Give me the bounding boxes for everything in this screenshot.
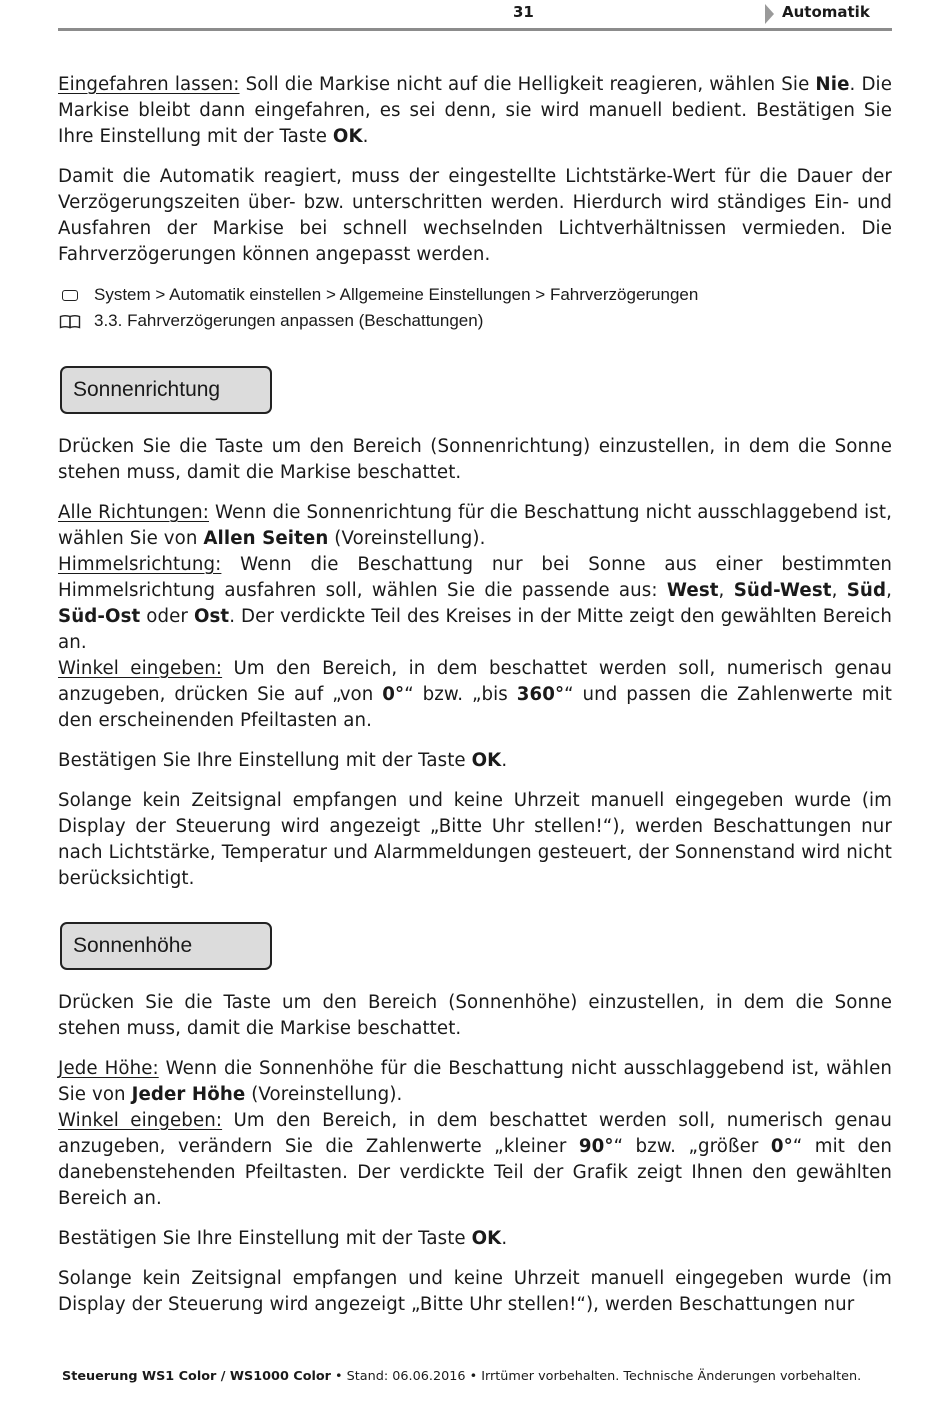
page-number: 31 [513,3,534,21]
page-content [58,72,892,1318]
sonnenrichtung-intro: Drücken Sie die Taste um den Bereich (Sonnenrichtung) einzustellen, in dem die Sonne stehen muss, damit die Markise beschattet. [58,436,892,483]
term-label: Alle Richtungen: [58,502,209,523]
term-label: Himmelsrichtung: [58,554,222,575]
menu-icon [58,288,82,302]
term-label: Jede Höhe: [58,1058,159,1079]
option-winkel-eingeben-hoehe: Winkel eingeben: Um den Bereich, in dem beschattet werden soll, numerisch genau anzugeben, verändern Sie die Zahlenwerte „kleiner 90°“ bzw. „größer 0°“ mit den danebenstehenden Pfeiltasten. Der verdickte Teil der Grafik zeigt Ihnen den gewählten Bereich an. [58,1110,893,1209]
term-label: Winkel eingeben: [58,658,223,679]
term-label: Eingefahren lassen: [58,74,240,95]
sonnenrichtung-button[interactable]: Sonnenrichtung [60,366,272,414]
menu-path-text: System > Automatik einstellen > Allgemeine Einstellungen > Fahrverzögerungen [94,285,699,304]
zeitsignal-note: Solange kein Zeitsignal empfangen und keine Uhrzeit manuell eingegeben wurde (im Display der Steuerung wird angezeigt „Bitte Uhr stellen!“), werden Beschattungen nur nach Lichtstärke, Temperatur und Alarmmeldungen gesteuert, der Sonnenstand wird nicht berücksichtigt. [58,790,892,889]
footer-product: Steuerung WS1 Color / WS1000 Color [62,1369,331,1384]
paragraph-automatik: Damit die Automatik reagiert, muss der eingestellte Lichtstärke-Wert für die Dauer der Verzögerungszeiten über- bzw. unterschritten werden. Hierdurch wird ständiges Ein- und Ausfahren der Markise bei schnell wechselnden Lichtverhältnissen vermieden. Die Fahrverzögerungen können angepasst werden. [58,166,892,265]
section-title: Automatik [782,3,870,21]
sonnenhoehe-intro: Drücken Sie die Taste um den Bereich (Sonnenhöhe) einzustellen, in dem die Sonne stehen muss, damit die Markise beschattet. [58,992,892,1039]
option-jede-hoehe: Jede Höhe: Wenn die Sonnenhöhe für die Beschattung nicht ausschlaggebend ist, wählen Sie von Jeder Höhe (Voreinstellung). [58,1058,892,1105]
zeitsignal-note-continued: Solange kein Zeitsignal empfangen und keine Uhrzeit manuell eingegeben wurde (im Display der Steuerung wird angezeigt „Bitte Uhr stellen!“), werden Beschattungen nur [58,1268,892,1315]
menu-path-line [58,282,892,308]
section-arrow-icon [765,4,774,24]
paragraph-eingefahren: Eingefahren lassen: Soll die Markise nicht auf die Helligkeit reagieren, wählen Sie Nie. Die Markise bleibt dann eingefahren, es sei denn, sie wird manuell bedient. Bestätigen Sie Ihre Einstellung mit der Taste OK. [58,74,892,147]
page-footer [62,1369,892,1384]
option-alle-richtungen: Alle Richtungen: Wenn die Sonnenrichtung für die Beschattung nicht ausschlaggebend ist, wählen Sie von Allen Seiten (Voreinstellung). [58,502,892,549]
footer-disclaimer: • Stand: 06.06.2016 • Irrtümer vorbehalten. Technische Änderungen vorbehalten. [330,1369,862,1384]
book-reference-line [58,308,892,334]
term-label: Winkel eingeben: [58,1110,223,1131]
confirm-paragraph: Bestätigen Sie Ihre Einstellung mit der Taste OK. [58,1228,508,1249]
book-icon [58,314,82,328]
book-reference-text: 3.3. Fahrverzögerungen anpassen (Beschattungen) [94,311,484,330]
sonnenhoehe-button[interactable]: Sonnenhöhe [60,922,272,970]
page-header [58,0,892,31]
confirm-paragraph: Bestätigen Sie Ihre Einstellung mit der Taste OK. [58,750,508,771]
option-winkel-eingeben: Winkel eingeben: Um den Bereich, in dem beschattet werden soll, numerisch genau anzugeben, drücken Sie auf „von 0°“ bzw. „bis 360°“ und passen die Zahlenwerte mit den erscheinenden Pfeiltasten an. [58,658,892,731]
option-himmelsrichtung: Himmelsrichtung: Wenn die Beschattung nur bei Sonne aus einer bestimmten Himmelsrichtung ausfahren soll, wählen Sie die passende aus: West, Süd-West, Süd, Süd-Ost oder Ost. Der verdickte Teil des Kreises in der Mitte zeigt den gewählten Bereich an. [58,554,892,653]
